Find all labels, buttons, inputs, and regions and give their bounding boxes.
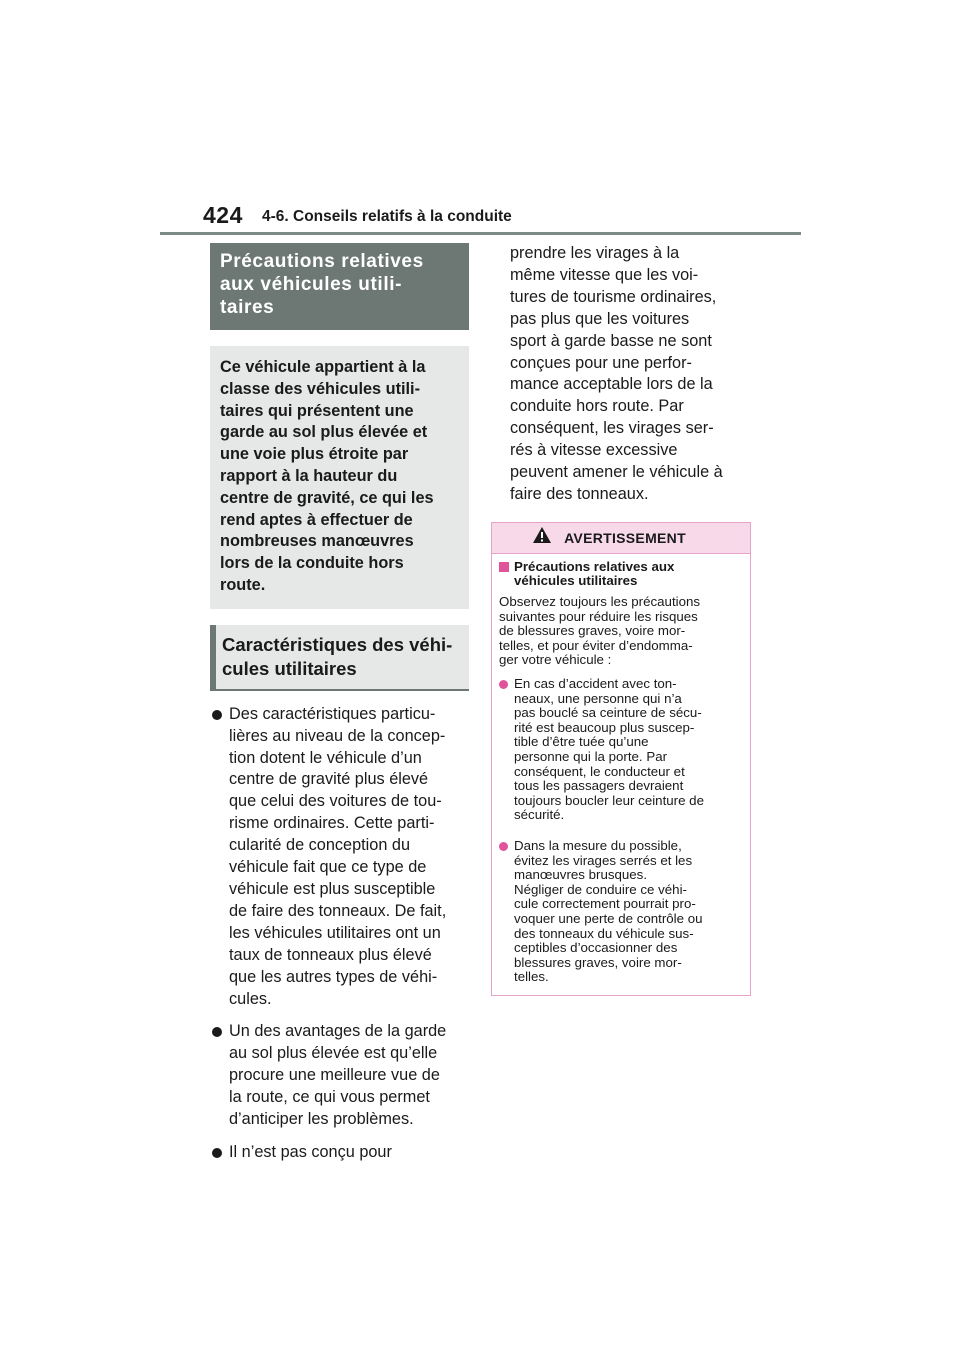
warning-body (492, 554, 750, 995)
warning-subheading-text: Précautions relatives aux véhicules utilitaires (514, 558, 675, 589)
bullet-dot-icon (212, 1027, 222, 1037)
warning-box (491, 522, 751, 996)
warning-header (492, 523, 750, 554)
warning-bullet (499, 839, 742, 985)
bullet-item (210, 704, 469, 1011)
bullet-item (210, 1021, 469, 1131)
pink-dot-icon (499, 680, 508, 689)
warning-bullet (499, 677, 742, 823)
warning-triangle-icon (532, 526, 552, 549)
section-header-title: 4-6. Conseils relatifs à la conduite (262, 208, 512, 225)
bullet-text: Un des avantages de la garde au sol plus élevée est qu’elle procure une meilleure vue de la route, ce qui vous permet d’anticiper les problèmes. (229, 1022, 447, 1129)
topic-title-box: Précautions relatives aux véhicules utili- taires (210, 243, 469, 330)
warning-bullet-text: En cas d’accident avec ton- neaux, une personne qui n’a pas bouclé sa ceinture de sécu- rité est beaucoup plus suscep- tible d’être tuée qu’une personne qui la porte. Par conséquent, le conducteur et tous les passagers devraient toujours boucler leur ceinture de sécurité. (514, 676, 704, 823)
warning-paragraph: Observez toujours les précautions suivantes pour réduire les risques de blessures graves, voire mor- telles, et pour éviter d’endomma- ger votre véhicule : (499, 594, 701, 668)
left-column (210, 243, 469, 1175)
bullet-text: Il n’est pas conçu pour (229, 1142, 392, 1161)
bullet-dot-icon (212, 710, 222, 720)
square-bullet-icon (499, 562, 509, 572)
section-heading: Caractéristiques des véhi- cules utilitaires (210, 625, 469, 691)
warning-bullet-text: Dans la mesure du possible, évitez les virages serrés et les manœuvres brusques. Négliger de conduire ce véhi- cule correctement pourrait pro- voquer une perte de contrôle ou des tonneaux du véhicule sus- ceptibles d’occasionner des blessures graves, voire mor- telles. (514, 837, 703, 985)
pink-dot-icon (499, 842, 508, 851)
intro-box: Ce véhicule appartient à la classe des véhicules utili- taires qui présentent une garde au sol plus élevée et une voie plus étroite par rapport à la hauteur du centre de gravité, ce qui les rend aptes à effectuer de nombreuses manœuvres lors de la conduite hors route. (210, 346, 469, 609)
page-number: 424 (203, 202, 243, 228)
bullet-item (210, 1142, 469, 1164)
bullet-list (210, 704, 469, 1164)
bullet-dot-icon (212, 1148, 222, 1158)
header-rule (160, 232, 801, 235)
warning-title: AVERTISSEMENT (564, 529, 686, 546)
warning-subheading (499, 560, 742, 589)
right-column (491, 243, 751, 996)
bullet-text: Des caractéristiques particu- lières au niveau de la concep- tion dotent le véhicule d’un centre de gravité plus élevé que celui des voitures de tou- risme ordinaires. Cette parti- cularité de conception du véhicule fait que ce type de véhicule est plus susceptible de faire des tonneaux. De fait, les véhicules utilitaires ont un taux de tonneaux plus élevé que les autres types de véhi- cules. (229, 704, 447, 1008)
continued-bullet-text: prendre les virages à la même vitesse que les voi- tures de tourisme ordinaires, pas plus que les voitures sport à garde basse ne sont conçues pour une perfor- mance acceptable lors de la conduite hors route. Par conséquent, les virages ser- rés à vitesse excessive peuvent amener le véhicule à faire des tonneaux. (510, 244, 723, 503)
